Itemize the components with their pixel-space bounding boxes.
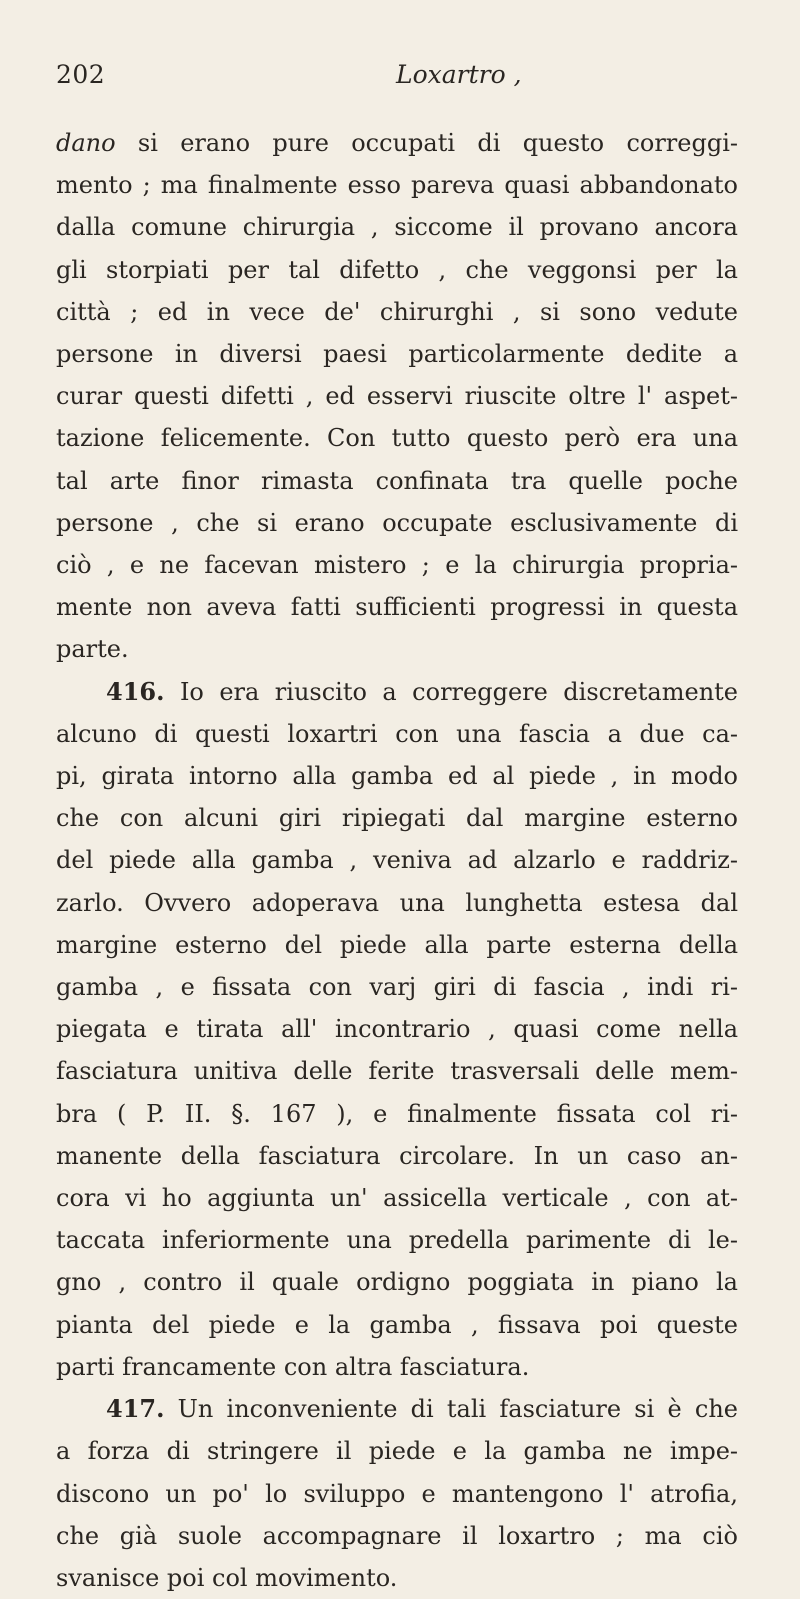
text-line: dano si erano pure occupati di questo correggi- bbox=[56, 129, 738, 157]
italic-word: dano bbox=[56, 129, 116, 157]
text-line: a forza di stringere il piede e la gamba ne impe- bbox=[56, 1437, 738, 1466]
text-line: che con alcuni giri ripiegati dal margine esterno bbox=[56, 804, 738, 833]
text-line: tal arte finor rimasta confinata tra quelle poche bbox=[56, 466, 738, 495]
paragraph-continuation bbox=[56, 122, 738, 671]
text-line bbox=[56, 1388, 738, 1430]
text-line: fasciatura unitiva delle ferite trasversali delle mem- bbox=[56, 1057, 738, 1086]
text-line: gno , contro il quale ordigno poggiata in piano la bbox=[56, 1268, 738, 1297]
page-header bbox=[56, 60, 738, 100]
page-number: 202 bbox=[56, 60, 106, 89]
text-line: svanisce poi col movimento. bbox=[56, 1563, 398, 1592]
paragraph-417 bbox=[56, 1388, 738, 1599]
text-line: curar questi difetti , ed esservi riuscite oltre l' aspet- bbox=[56, 382, 738, 411]
text-line: dalla comune chirurgia , siccome il provano ancora bbox=[56, 213, 738, 242]
text-line: gli storpiati per tal difetto , che veggonsi per la bbox=[56, 255, 738, 284]
text-line: del piede alla gamba , veniva ad alzarlo e raddriz- bbox=[56, 846, 738, 875]
paragraph-number: 416. bbox=[106, 676, 165, 706]
text-line: città ; ed in vece de' chirurghi , si sono vedute bbox=[56, 297, 738, 326]
paragraph-416 bbox=[56, 671, 738, 1388]
text-line: mento ; ma finalmente esso pareva quasi abbandonato bbox=[56, 171, 738, 200]
text-line: bra ( P. II. §. 167 ), e finalmente fissata col ri- bbox=[56, 1099, 738, 1128]
text-line: persone in diversi paesi particolarmente dedite a bbox=[56, 340, 738, 369]
paragraph-number: 417. bbox=[106, 1394, 165, 1424]
text-line: taccata inferiormente una predella parimente di le- bbox=[56, 1226, 738, 1255]
text-line: zarlo. Ovvero adoperava una lunghetta estesa dal bbox=[56, 888, 738, 917]
text-line-content: Un inconveniente di tali fasciature si è che bbox=[177, 1395, 738, 1424]
text-line: manente della fasciatura circolare. In un caso an- bbox=[56, 1141, 738, 1170]
text-line: mente non aveva fatti sufficienti progressi in questa bbox=[56, 593, 738, 622]
text-line: margine esterno del piede alla parte esterna della bbox=[56, 930, 738, 959]
text-line: tazione felicemente. Con tutto questo però era una bbox=[56, 424, 738, 453]
text-line: discono un po' lo sviluppo e mantengono l' atrofia, bbox=[56, 1479, 738, 1508]
text-line: cora vi ho aggiunta un' assicella verticale , con at- bbox=[56, 1184, 738, 1213]
text-line: ciò , e ne facevan mistero ; e la chirurgia propria- bbox=[56, 551, 738, 580]
text-line: piegata e tirata all' incontrario , quasi come nella bbox=[56, 1015, 738, 1044]
body-text bbox=[56, 122, 738, 1599]
text-line: alcuno di questi loxartri con una fascia a due ca- bbox=[56, 719, 738, 748]
text-line: parti francamente con altra fasciatura. bbox=[56, 1352, 530, 1381]
text-line: pi, girata intorno alla gamba ed al piede , in modo bbox=[56, 762, 738, 791]
text-line: pianta del piede e la gamba , fissava poi queste bbox=[56, 1310, 738, 1339]
text-line-content: Io era riuscito a correggere discretamente bbox=[179, 677, 738, 706]
text-line: parte. bbox=[56, 635, 129, 664]
text-line: che già suole accompagnare il loxartro ; ma ciò bbox=[56, 1521, 738, 1550]
text-line: persone , che si erano occupate esclusivamente di bbox=[56, 508, 738, 537]
running-title: Loxartro , bbox=[396, 60, 522, 89]
text-line: gamba , e fissata con varj giri di fascia , indi ri- bbox=[56, 973, 738, 1002]
text-line bbox=[56, 671, 738, 713]
